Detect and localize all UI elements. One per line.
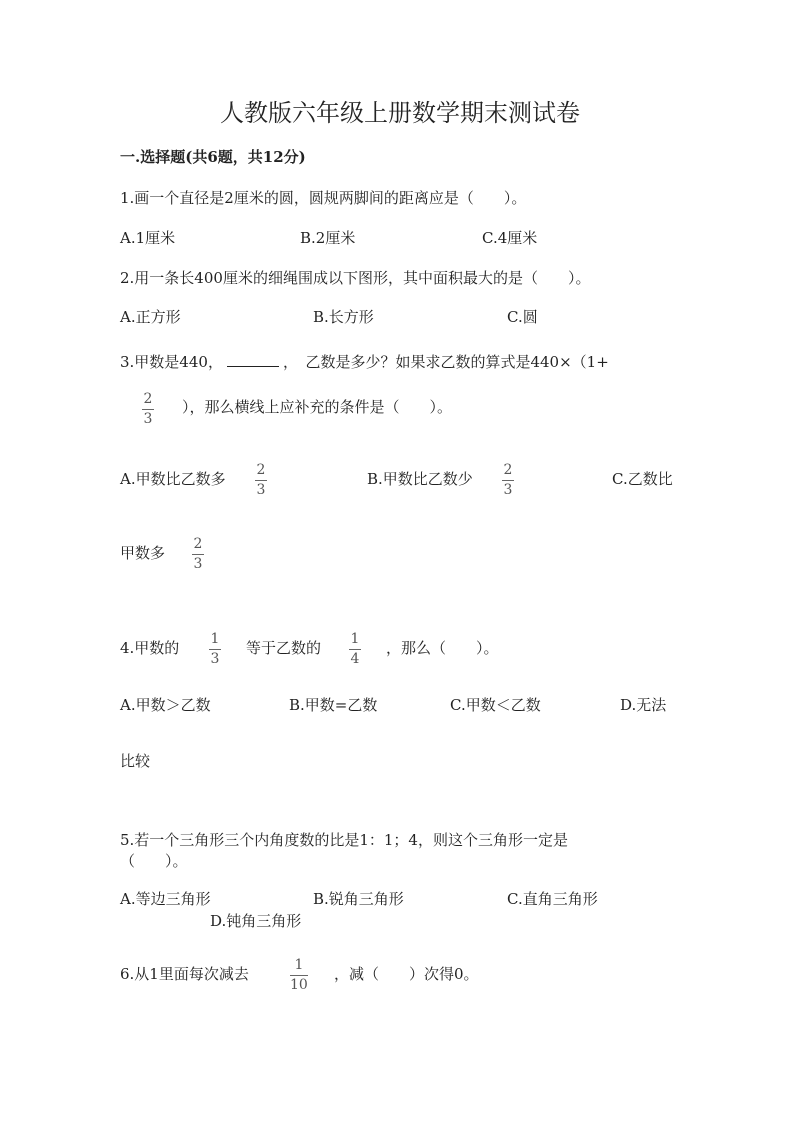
fill-in-blank-line: [227, 352, 279, 367]
fraction-one-tenth: [290, 958, 308, 993]
question-5-option-c[interactable]: C.直角三角形: [507, 890, 598, 908]
fraction-bar: [290, 975, 308, 976]
fraction-denominator: 3: [143, 411, 153, 427]
question-3-option-b[interactable]: B.甲数比乙数少: [367, 470, 473, 488]
section-heading: 一.选择题(共6题，共12分): [120, 148, 306, 166]
question-1-stem: 1.画一个直径是2厘米的圆，圆规两脚间的距离应是（ ）。: [120, 189, 527, 207]
fraction-numerator: 1: [294, 957, 304, 973]
question-5-option-b[interactable]: B.锐角三角形: [313, 890, 404, 908]
question-4-option-a[interactable]: A.甲数＞乙数: [120, 696, 211, 714]
question-5-option-d[interactable]: D.钝角三角形: [210, 912, 302, 930]
option-b-fraction: [502, 463, 514, 498]
fraction-one-fourth: [349, 632, 361, 667]
question-2-option-b[interactable]: B.长方形: [313, 308, 374, 326]
fraction-bar: [255, 480, 267, 481]
fraction-bar: [142, 409, 154, 410]
question-1-option-a[interactable]: A.1厘米: [120, 229, 176, 247]
fraction-denominator: 10: [290, 977, 308, 993]
question-6-stem-part1: 6.从1里面每次减去: [120, 965, 249, 983]
fraction-bar: [349, 649, 361, 650]
question-4-option-c[interactable]: C.甲数＜乙数: [450, 696, 541, 714]
question-3-option-c[interactable]: C.乙数比: [612, 470, 673, 488]
question-4-option-d[interactable]: D.无法: [620, 696, 667, 714]
question-1-option-c[interactable]: C.4厘米: [482, 229, 538, 247]
fraction-numerator: 1: [350, 631, 360, 647]
fraction-numerator: 1: [210, 631, 220, 647]
fraction-denominator: 3: [210, 651, 220, 667]
question-4-stem-part3: ，那么（ ）。: [386, 639, 499, 657]
question-2-stem: 2.用一条长400厘米的细绳围成以下图形，其中面积最大的是（ ）。: [120, 269, 591, 287]
fraction-numerator: 2: [143, 391, 153, 407]
question-3-option-c-continued: 甲数多: [120, 544, 166, 562]
question-4-stem-part2: 等于乙数的: [246, 639, 322, 657]
question-3-stem-part2: ， 乙数是多少？如果求乙数的算式是440×（1+: [282, 353, 609, 371]
question-4-stem-part1: 4.甲数的: [120, 639, 180, 657]
question-3-stem-part1: 3.甲数是440，: [120, 353, 223, 371]
fraction-denominator: 3: [256, 482, 266, 498]
fraction-denominator: 3: [503, 482, 513, 498]
fraction-bar: [209, 649, 221, 650]
page-title: 人教版六年级上册数学期末测试卷: [220, 99, 580, 127]
fraction-numerator: 2: [193, 536, 203, 552]
question-6-stem-part2: ，减（ ）次得0。: [334, 965, 479, 983]
fraction-one-third: [209, 632, 221, 667]
option-a-fraction: [255, 463, 267, 498]
question-5-stem-continued: （ ）。: [120, 852, 188, 870]
fraction-bar: [192, 554, 204, 555]
question-5-stem: 5.若一个三角形三个内角度数的比是1：1；4，则这个三角形一定是: [120, 831, 568, 849]
question-2-option-a[interactable]: A.正方形: [120, 308, 181, 326]
question-4-option-d-continued: 比较: [120, 752, 151, 770]
fraction-denominator: 3: [193, 556, 203, 572]
fraction-numerator: 2: [503, 462, 513, 478]
option-c-fraction: [192, 537, 204, 572]
question-1-option-b[interactable]: B.2厘米: [300, 229, 356, 247]
question-2-option-c[interactable]: C.圆: [507, 308, 538, 326]
fraction-numerator: 2: [256, 462, 266, 478]
question-3-option-a[interactable]: A.甲数比乙数多: [120, 470, 226, 488]
fraction-bar: [502, 480, 514, 481]
question-4-option-b[interactable]: B.甲数=乙数: [289, 696, 378, 714]
question-3-stem-line1: [120, 352, 609, 372]
question-5-option-a[interactable]: A.等边三角形: [120, 890, 211, 908]
question-3-stem-part3: ），那么横线上应补充的条件是（ ）。: [182, 398, 453, 416]
fraction-two-thirds: [142, 392, 154, 427]
fraction-denominator: 4: [350, 651, 360, 667]
